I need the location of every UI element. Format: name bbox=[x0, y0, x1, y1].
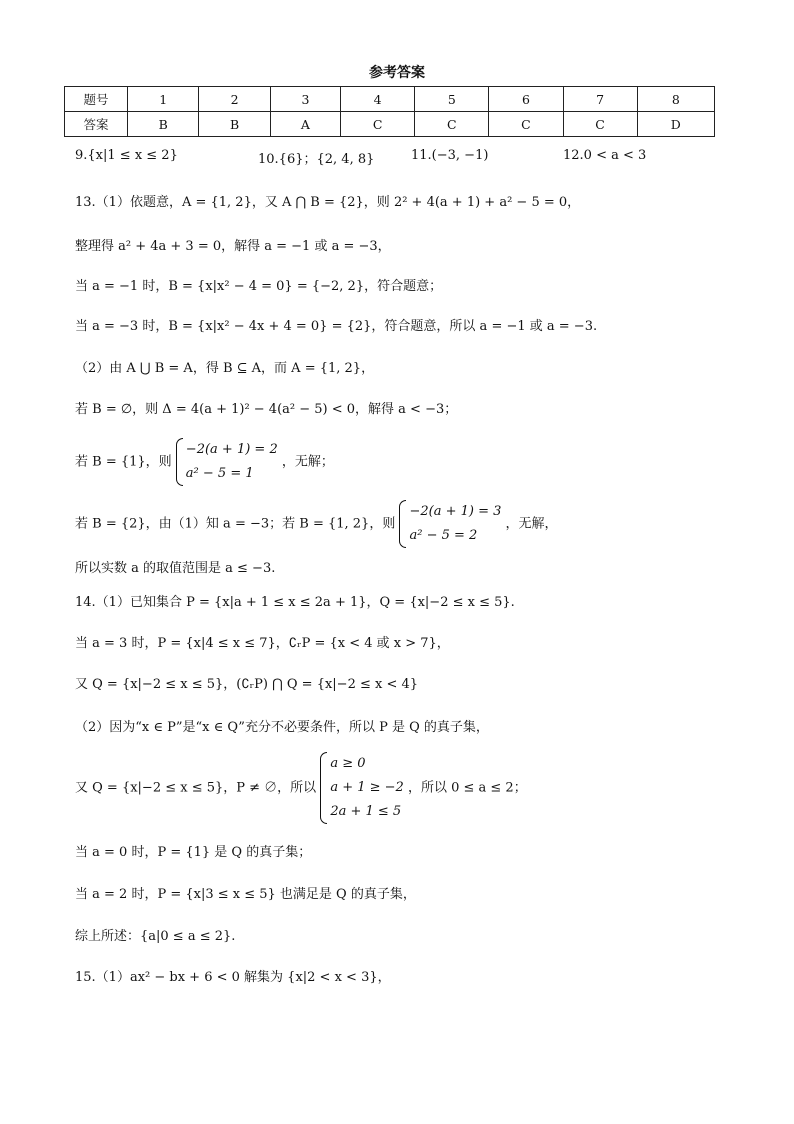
table-cell: 1 bbox=[128, 87, 199, 112]
q14-line-1: 14.（1）已知集合 P = {x|a + 1 ≤ x ≤ 2a + 1}，Q = {x|−2 ≤ x ≤ 5}. bbox=[75, 595, 515, 610]
page-title: 参考答案 bbox=[369, 65, 425, 81]
table-header-cell: 答案 bbox=[65, 112, 128, 137]
answer-q11: 11.(−3, −1) bbox=[411, 148, 489, 163]
q14-line-6: 当 a = 0 时，P = {1} 是 Q 的真子集； bbox=[75, 845, 312, 860]
table-cell: B bbox=[128, 112, 199, 137]
q14-line-4: （2）因为“x ∈ P”是“x ∈ Q”充分不必要条件，所以 P 是 Q 的真子集， bbox=[75, 720, 489, 735]
system-row: −2(a + 1) = 2 bbox=[185, 442, 278, 457]
q14-line-2: 当 a = 3 时，P = {x|4 ≤ x ≤ 7}，∁ᵣP = {x < 4 或 x > 7}， bbox=[75, 636, 450, 651]
table-row bbox=[65, 112, 715, 137]
q14-line-8: 综上所述：{a|0 ≤ a ≤ 2}. bbox=[75, 929, 236, 944]
table-cell: 7 bbox=[563, 87, 637, 112]
q14-line-5-text: 又 Q = {x|−2 ≤ x ≤ 5}，P ≠ ∅，所以 bbox=[75, 780, 317, 796]
table-cell: D bbox=[637, 112, 714, 137]
q13-line-8-text: 若 B = {2}，由（1）知 a = −3；若 B = {1, 2}，则 bbox=[75, 516, 396, 532]
q13-line-8-tail: ，无解， bbox=[505, 516, 558, 532]
table-cell: C bbox=[415, 112, 489, 137]
equation-system bbox=[176, 438, 278, 486]
brace-icon bbox=[320, 752, 327, 824]
q13-line-3: 当 a = −1 时，B = {x|x² − 4 = 0} = {−2, 2}，符合题意； bbox=[75, 279, 443, 294]
q13-line-6: 若 B = ∅，则 Δ = 4(a + 1)² − 4(a² − 5) < 0，解得 a < −3； bbox=[75, 402, 458, 417]
system-row: a + 1 ≥ −2 bbox=[330, 780, 404, 795]
answer-q12: 12.0 < a < 3 bbox=[563, 148, 647, 163]
brace-icon bbox=[399, 500, 406, 548]
q13-line-7-tail: ，无解； bbox=[281, 454, 334, 470]
table-cell: A bbox=[270, 112, 340, 137]
answer-table bbox=[64, 86, 715, 137]
q13-line-7 bbox=[75, 438, 334, 486]
table-cell: B bbox=[199, 112, 270, 137]
table-cell: 2 bbox=[199, 87, 270, 112]
q14-line-7: 当 a = 2 时，P = {x|3 ≤ x ≤ 5} 也满足是 Q 的真子集， bbox=[75, 887, 416, 902]
q14-line-5-tail: ，所以 0 ≤ a ≤ 2； bbox=[407, 780, 527, 796]
table-cell: 8 bbox=[637, 87, 714, 112]
q15-line-1: 15.（1）ax² − bx + 6 < 0 解集为 {x|2 < x < 3}， bbox=[75, 970, 391, 985]
system-row: 2a + 1 ≤ 5 bbox=[330, 804, 402, 819]
table-cell: C bbox=[489, 112, 563, 137]
q13-line-2: 整理得 a² + 4a + 3 = 0，解得 a = −1 或 a = −3， bbox=[75, 239, 391, 254]
q13-line-9: 所以实数 a 的取值范围是 a ≤ −3. bbox=[75, 561, 276, 576]
system-row: a ≥ 0 bbox=[330, 756, 366, 771]
q14-line-3: 又 Q = {x|−2 ≤ x ≤ 5}，(∁ᵣP) ⋂ Q = {x|−2 ≤ x < 4} bbox=[75, 677, 419, 692]
inequality-system bbox=[320, 752, 404, 824]
q13-line-1: 13.（1）依题意，A = {1, 2}，又 A ⋂ B = {2}，则 2² + 4(a + 1) + a² − 5 = 0， bbox=[75, 195, 581, 210]
table-cell: 5 bbox=[415, 87, 489, 112]
q13-line-4: 当 a = −3 时，B = {x|x² − 4x + 4 = 0} = {2}，符合题意，所以 a = −1 或 a = −3. bbox=[75, 319, 598, 334]
equation-system bbox=[399, 500, 501, 548]
table-row bbox=[65, 87, 715, 112]
table-cell: C bbox=[341, 112, 415, 137]
answer-q10: 10.{6}；{2, 4, 8} bbox=[258, 152, 375, 167]
answer-q9: 9.{x|1 ≤ x ≤ 2} bbox=[75, 148, 178, 163]
brace-icon bbox=[176, 438, 183, 486]
table-cell: C bbox=[563, 112, 637, 137]
q13-line-8 bbox=[75, 500, 558, 548]
q13-line-5: （2）由 A ⋃ B = A，得 B ⊆ A，而 A = {1, 2}， bbox=[75, 361, 375, 376]
table-cell: 4 bbox=[341, 87, 415, 112]
table-cell: 6 bbox=[489, 87, 563, 112]
system-row: a² − 5 = 2 bbox=[409, 528, 478, 543]
system-row: a² − 5 = 1 bbox=[185, 466, 254, 481]
table-cell: 3 bbox=[270, 87, 340, 112]
table-header-cell: 题号 bbox=[65, 87, 128, 112]
q14-line-5 bbox=[75, 752, 527, 824]
system-row: −2(a + 1) = 3 bbox=[409, 504, 502, 519]
q13-line-7-text: 若 B = {1}，则 bbox=[75, 454, 172, 470]
